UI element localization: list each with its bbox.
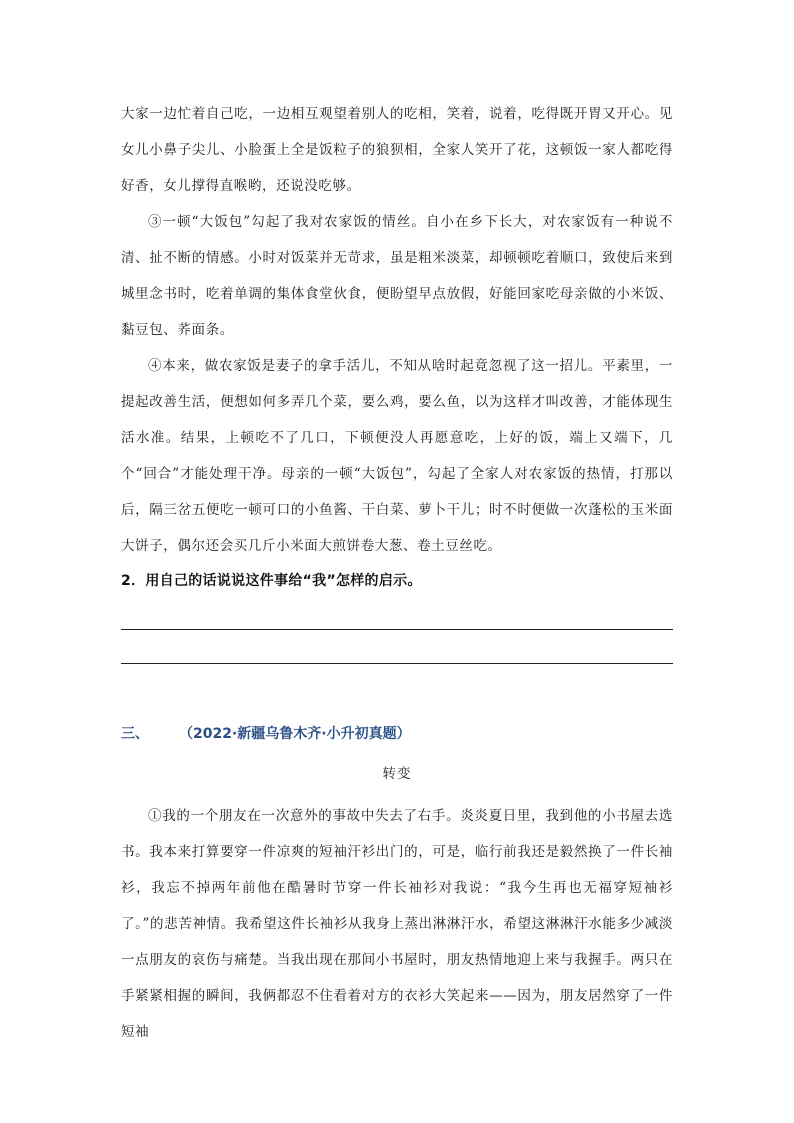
question-2: 2．用自己的话说说这件事给“我”怎样的启示。 <box>121 573 422 589</box>
section-heading <box>121 723 411 743</box>
answer-line-1[interactable] <box>121 629 673 630</box>
answer-line-2[interactable] <box>121 663 673 664</box>
section-number: 三、 <box>121 726 149 742</box>
story-paragraph-1: ①我的一个朋友在一次意外的事故中失去了右手。炎炎夏日里，我到他的小书屋去选书。我本来打算要穿一件凉爽的短袖汗衫出门的，可是，临行前我还是毅然换了一件长袖衫，我忘不掉两年前他在酷暑时节穿一件长袖衫对我说：“我今生再也无福穿短袖衫了。”的悲苦神情。我希望这件长袖衫从我身上蒸出淋淋汗水，希望这淋淋汗水能多少减淡一点朋友的哀伤与痛楚。当我出现在那间小书屋时，朋友热情地迎上来与我握手。两只在手紧紧相握的瞬间，我俩都忍不住看着对方的衣衫大笑起来——因为，朋友居然穿了一件短袖 <box>121 808 673 1040</box>
section-source: （2022·新疆乌鲁木齐·小升初真题） <box>179 726 411 742</box>
passage-paragraph-4: ④本来，做农家饭是妻子的拿手活儿，不知从啥时起竟忽视了这一招儿。平素里，一提起改善生活，便想如何多弄几个菜，要么鸡，要么鱼，以为这样才叫改善，才能体现生活水准。结果，上顿吃不了几口，下顿便没人再愿意吃，上好的饭，端上又端下，几个“回合”才能处理干净。母亲的一顿“大饭包”，勾起了全家人对农家饭的热情，打那以后，隔三岔五便吃一顿可口的小鱼酱、干白菜、萝卜干儿；时不时便做一次蓬松的玉米面大饼子，偶尔还会买几斤小米面大煎饼卷大葱、卷土豆丝吃。 <box>121 358 673 554</box>
passage-paragraph-2: 大家一边忙着自己吃，一边相互观望着别人的吃相，笑着，说着，吃得既开胃又开心。见女儿小鼻子尖儿、小脸蛋上全是饭粒子的狼狈相，全家人笑开了花，这顿饭一家人都吃得好香，女儿撑得直喉哟，还说没吃够。 <box>121 106 673 194</box>
passage-paragraph-3: ③一顿“大饭包”勾起了我对农家饭的情丝。自小在乡下长大，对农家饭有一种说不清、扯不断的情感。小时对饭菜并无苛求，虽是粗米淡菜，却顿顿吃着顺口，致使后来到城里念书时，吃着单调的集体食堂伙食，便盼望早点放假，好能回家吃母亲做的小米饭、黏豆包、荞面条。 <box>121 214 673 338</box>
passage-title: 转变 <box>382 766 412 782</box>
